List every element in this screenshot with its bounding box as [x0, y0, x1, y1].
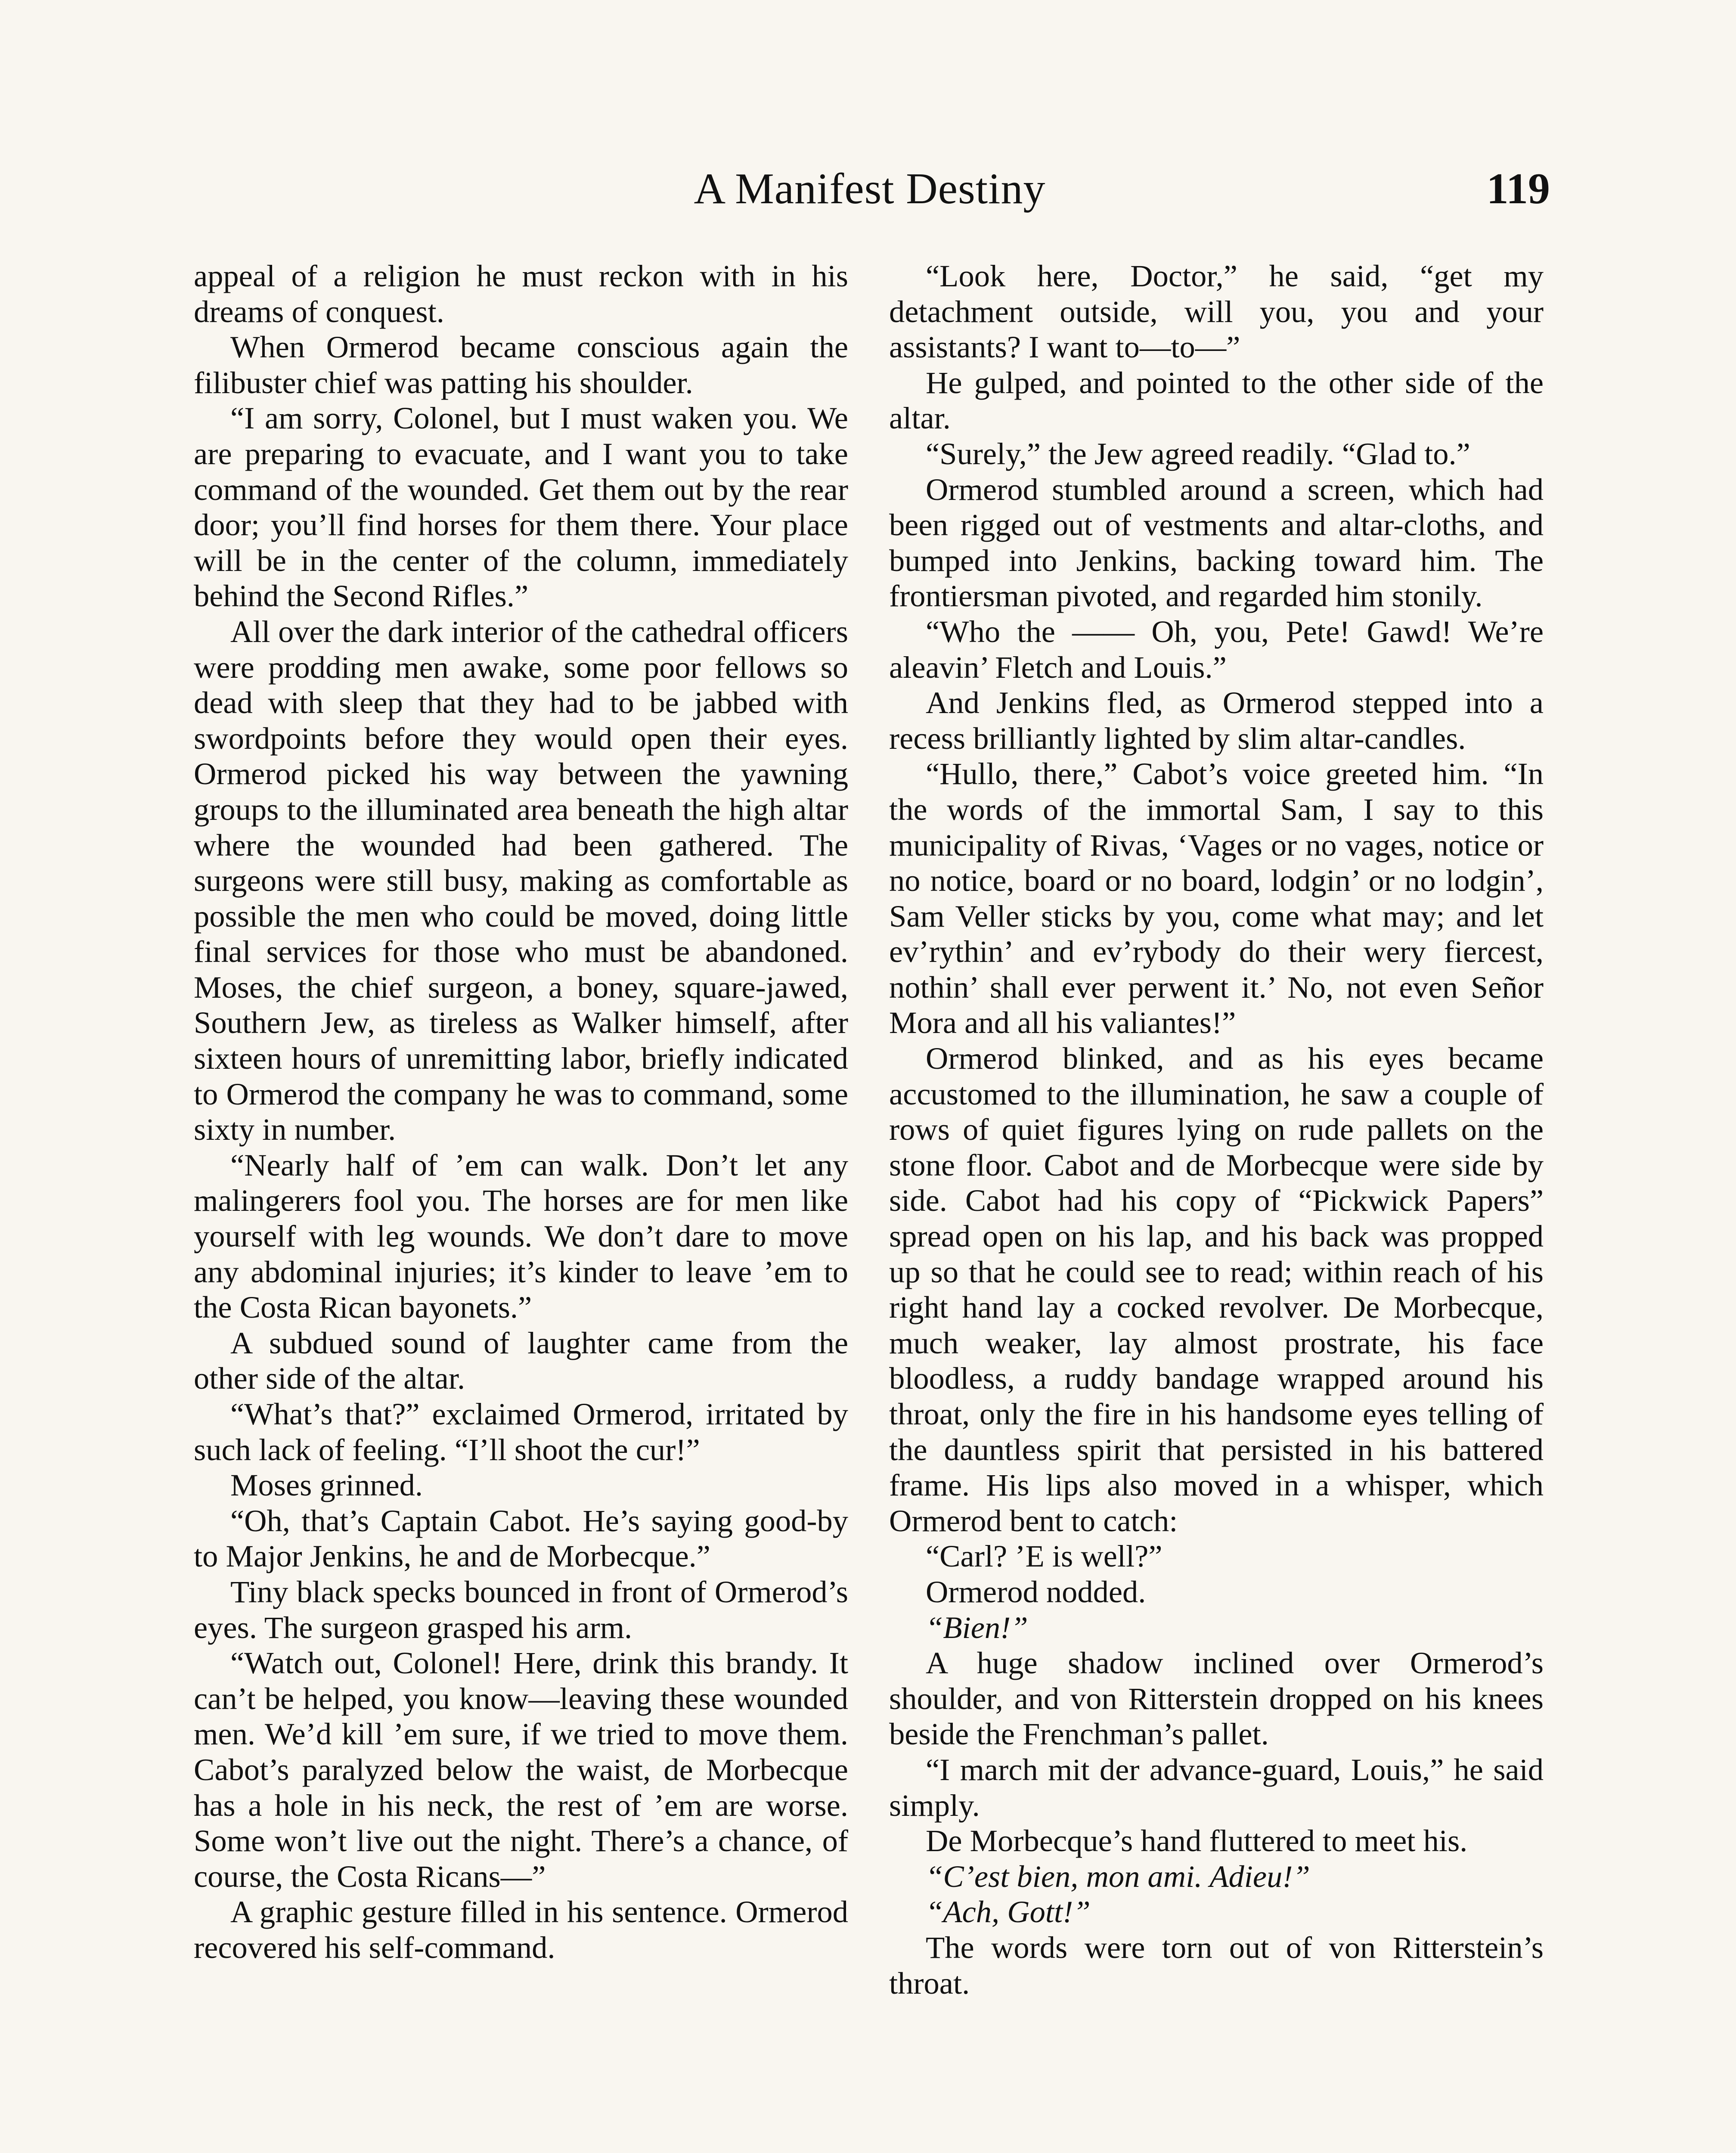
page-number: 119	[1486, 164, 1550, 213]
paragraph: “Who the —— Oh, you, Pete! Gawd! We’re aleavin’ Fletch and Louis.”	[889, 614, 1544, 685]
right-column	[889, 258, 1544, 2153]
paragraph: “Oh, that’s Captain Cabot. He’s saying good-by to Major Jenkins, he and de Morbecque.”	[194, 1503, 848, 1574]
paragraph: A subdued sound of laughter came from the other side of the altar.	[194, 1325, 848, 1396]
paragraph: “Watch out, Colonel! Here, drink this brandy. It can’t be helped, you know—leaving these wounded men. We’d kill ’em sure, if we tried to move them. Cabot’s paralyzed below the waist, de Morbecque has a hole in his neck, the rest of ’em are worse. Some won’t live out the night. There’s a chance, of course, the Costa Ricans—”	[194, 1645, 848, 1894]
paragraph: All over the dark interior of the cathedral officers were prodding men awake, some poor fellows so dead with sleep that they had to be jabbed with swordpoints before they would open their eyes. Ormerod picked his way between the yawning groups to the illuminated area beneath the high altar where the wounded had been gathered. The surgeons were still busy, making as comfortable as possible the men who could be moved, doing little final services for those who must be abandoned. Moses, the chief surgeon, a boney, square-jawed, Southern Jew, as tireless as Walker himself, after sixteen hours of unremitting labor, briefly indicated to Ormerod the company he was to command, some sixty in number.	[194, 614, 848, 1147]
paragraph: He gulped, and pointed to the other side of the altar.	[889, 365, 1544, 436]
running-title: A Manifest Destiny	[694, 164, 1046, 213]
paragraph: “I am sorry, Colonel, but I must waken you. We are preparing to evacuate, and I want you to take command of the wounded. Get them out by the rear door; you’ll find horses for them there. Your place will be in the center of the column, immediately behind the Second Rifles.”	[194, 400, 848, 614]
page-header	[189, 164, 1550, 220]
paragraph: “Carl? ’E is well?”	[926, 1539, 1162, 1574]
paragraph: “Nearly half of ’em can walk. Don’t let any malingerers fool you. The horses are for men like yourself with leg wounds. We don’t dare to move any abdominal injuries; it’s kinder to leave ’em to the Costa Rican bayonets.”	[194, 1147, 848, 1325]
paragraph: “Surely,” the Jew agreed readily. “Glad to.”	[926, 436, 1470, 471]
paragraph: Ormerod nodded.	[926, 1574, 1146, 1609]
paragraph: Ormerod blinked, and as his eyes became accustomed to the illumination, he saw a couple of rows of quiet figures lying on rude pallets on the stone floor. Cabot and de Morbecque were side by side. Cabot had his copy of “Pickwick Papers” spread open on his lap, and his back was propped up so that he could see to read; within reach of his right hand lay a cocked revolver. De Morbecque, much weaker, lay almost prostrate, his face bloodless, a ruddy bandage wrapped around his throat, only the fire in his handsome eyes telling of the dauntless spirit that persisted in his battered frame. His lips also moved in a whisper, which Ormerod bent to catch:	[889, 1041, 1544, 1538]
text-columns	[194, 258, 1544, 2153]
paragraph: “Look here, Doctor,” he said, “get my detachment outside, will you, you and your assistants? I want to—to—”	[889, 258, 1544, 365]
paragraph: When Ormerod became conscious again the filibuster chief was patting his shoulder.	[194, 329, 848, 400]
paragraph: Ormerod stumbled around a screen, which had been rigged out of vestments and altar-cloths, and bumped into Jenkins, backing toward him. The frontiersman pivoted, and regarded him stonily.	[889, 472, 1544, 614]
paragraph: “C’est bien, mon ami. Adieu!”	[926, 1858, 1310, 1894]
paragraph: Moses grinned.	[230, 1467, 423, 1503]
paragraph: appeal of a religion he must reckon with in his dreams of conquest.	[194, 258, 848, 329]
paragraph: “Ach, Gott!”	[926, 1894, 1091, 1930]
paragraph: A huge shadow inclined over Ormerod’s shoulder, and von Ritterstein dropped on his knees beside the Frenchman’s pallet.	[889, 1645, 1544, 1752]
paragraph: Tiny black specks bounced in front of Ormerod’s eyes. The surgeon grasped his arm.	[194, 1574, 848, 1645]
paragraph: “I march mit der advance-guard, Louis,” he said simply.	[889, 1752, 1544, 1823]
paragraph: The words were torn out of von Ritterstein’s throat.	[889, 1930, 1544, 2001]
paragraph: “Bien!”	[926, 1610, 1028, 1645]
left-column	[194, 258, 848, 2153]
paragraph: And Jenkins fled, as Ormerod stepped into a recess brilliantly lighted by slim altar-candles.	[889, 685, 1544, 756]
paragraph: De Morbecque’s hand fluttered to meet his.	[926, 1823, 1468, 1858]
paragraph: “What’s that?” exclaimed Ormerod, irritated by such lack of feeling. “I’ll shoot the cur!”	[194, 1396, 848, 1467]
paragraph: “Hullo, there,” Cabot’s voice greeted him. “In the words of the immortal Sam, I say to this municipality of Rivas, ‘Vages or no vages, notice or no notice, board or no board, lodgin’ or no lodgin’, Sam Veller sticks by you, come what may; and let ev’rythin’ and ev’rybody do their wery fiercest, nothin’ shall ever perwent it.’ No, not even Señor Mora and all his valiantes!”	[889, 756, 1544, 1040]
paragraph: A graphic gesture filled in his sentence. Ormerod recovered his self-command.	[194, 1894, 848, 1965]
